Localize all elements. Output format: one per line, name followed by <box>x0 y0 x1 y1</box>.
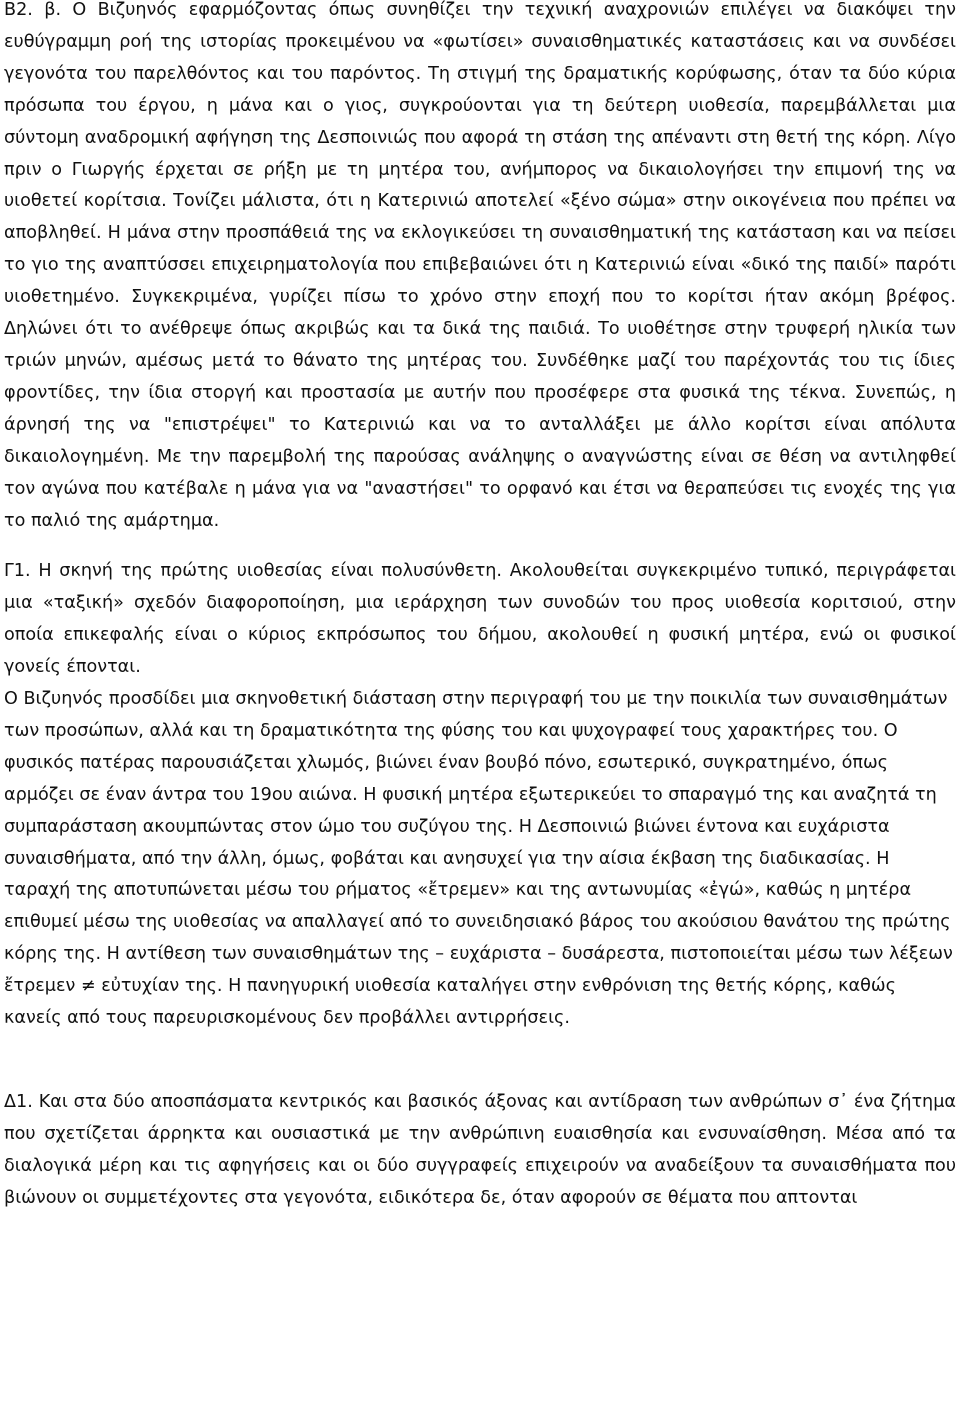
paragraph-d1: Δ1. Και στα δύο αποσπάσματα κεντρικός και βασικός άξονας και αντίδραση των ανθρώπων σ᾽ ένα ζήτημα που σχετίζεται άρρηκτα και ουσιαστικά με την ανθρώπινη ευαισθησία και ενσυναίσθηση. Μέσα από τα διαλογικά μέρη και τις αφηγήσεις και οι δύο συγγραφείς επιχειρούν να αναδείξουν τα συναισθήματα που βιώνουν οι συμμετέχοντες στα γεγονότα, ειδικότερα δε, όταν αφορούν σε θέματα που απτονται <box>4 1092 956 1208</box>
paragraph-g1-adoption-scene: Γ1. Η σκηνή της πρώτης υιοθεσίας είναι πολυσύνθετη. Ακολουθείται συγκεκριμένο τυπικό, περιγράφεται μια «ταξική» σχεδόν διαφοροποίηση, μια ιεράρχηση των συνοδών του προς υιοθεσία κοριτσιού, στην οποία επικεφαλής είναι ο κύριος εκπρόσωπος του δήμου, ακολουθεί η φυσική μητέρα, ενώ οι φυσικοί γονείς έπονται. <box>4 561 956 678</box>
paragraph-g1-characters: Ο Βιζυηνός προσδίδει μια σκηνοθετική διάσταση στην περιγραφή του με την ποικιλία των συναισθημάτων των προσώπων, αλλά και τη δραματικότητα της φύσης του και ψυχογραφεί τους χαρακτήρες του. Ο φυσικός πατέρας παρουσιάζεται χλωμός, βιώνει έναν βουβό πόνο, εσωτερικό, συγκρατημένο, όπως αρμόζει σε έναν άντρα του 19ου αιώνα. Η φυσική μητέρα εξωτερικεύει το σπαραγμό της και αναζητά τη συμπαράσταση ακουμπώντας στον ώμο του συζύγου της. Η Δεσποινιώ βιώνει έντονα και ευχάριστα συναισθήματα, από την άλλη, όμως, φοβάται και ανησυχεί για την αίσια έκβαση της διαδικασίας. Η ταραχή της αποτυπώνεται μέσω του ρήματος «ἔτρεμεν» και της αντωνυμίας «ἐγώ», καθώς η μητέρα επιθυμεί μέσω της υιοθεσίας να απαλλαγεί από το συνειδησιακό βάρος του ακούσιου θανάτου της πρώτης κόρης της. Η αντίθεση των συναισθημάτων της – ευχάριστα – δυσάρεστα, πιστοποιείται μέσω των λέξεων ἔτρεμεν ≠ εὐτυχίαν της. Η πανηγυρική υιοθεσία καταλήγει στην ενθρόνιση της θετής κόρης, καθώς κανείς από τους παρευρισκομένους δεν προβάλλει αντιρρήσεις. <box>4 689 953 1029</box>
paragraph-b2-beta: Β2. β. Ο Βιζυηνός εφαρμόζοντας όπως συνηθίζει την τεχνική αναχρονιών επιλέγει να διακόψει την ευθύγραμμη ροή της ιστορίας προκειμένου να «φωτίσει» συναισθηματικές καταστάσεις και να συνδέσει γεγονότα του παρελθόντος και του παρόντος. Τη στιγμή της δραματικής κορύφωσης, όταν τα δύο κύρια πρόσωπα του έργου, η μάνα και ο γιος, συγκρούονται για τη δεύτερη υιοθεσία, παρεμβάλλεται μια σύντομη αναδρομική αφήγηση της Δεσποινιώς που αφορά τη στάση της απέναντι στη θετή της κόρη. Λίγο πριν ο Γιωργής έρχεται σε ρήξη με τη μητέρα του, ανήμπορος να δικαιολογήσει την επιμονή της να υιοθετεί κορίτσια. Τονίζει μάλιστα, ότι η Κατερινιώ αποτελεί «ξένο σώμα» στην οικογένεια που πρέπει να αποβληθεί. Η μάνα στην προσπάθειά της να εκλογικεύσει τη συναισθηματική της κατάσταση και να πείσει το γιο της αναπτύσσει επιχειρηματολογία που επιβεβαιώνει ότι η Κατερινιώ είναι «δικό της παιδί» παρότι υιοθετημένο. Συγκεκριμένα, γυρίζει πίσω το χρόνο στην εποχή που το κορίτσι ήταν ακόμη βρέφος. Δηλώνει ότι το ανέθρεψε όπως ακριβώς και τα δικά της παιδιά. Το υιοθέτησε στην τρυφερή ηλικία των τριών μηνών, αμέσως μετά το θάνατο της μητέρας του. Συνδέθηκε μαζί του παρέχοντάς του τις ίδιες φροντίδες, την ίδια στοργή και προστασία με αυτήν που προσέφερε στα φυσικά της τέκνα. Συνεπώς, η άρνησή της να "επιστρέψει" το Κατερινιώ και να το ανταλλάξει με άλλο κορίτσι είναι απόλυτα δικαιολογημένη. Με την παρεμβολή της παρούσας ανάληψης ο αναγνώστης είναι σε θέση να αντιληφθεί τον αγώνα που κατέβαλε η μάνα για να "αναστήσει" το ορφανό και έτσι να θεραπεύσει τις ενοχές της για το παλιό της αμάρτημα. <box>4 0 956 531</box>
document-page <box>4 0 956 1215</box>
